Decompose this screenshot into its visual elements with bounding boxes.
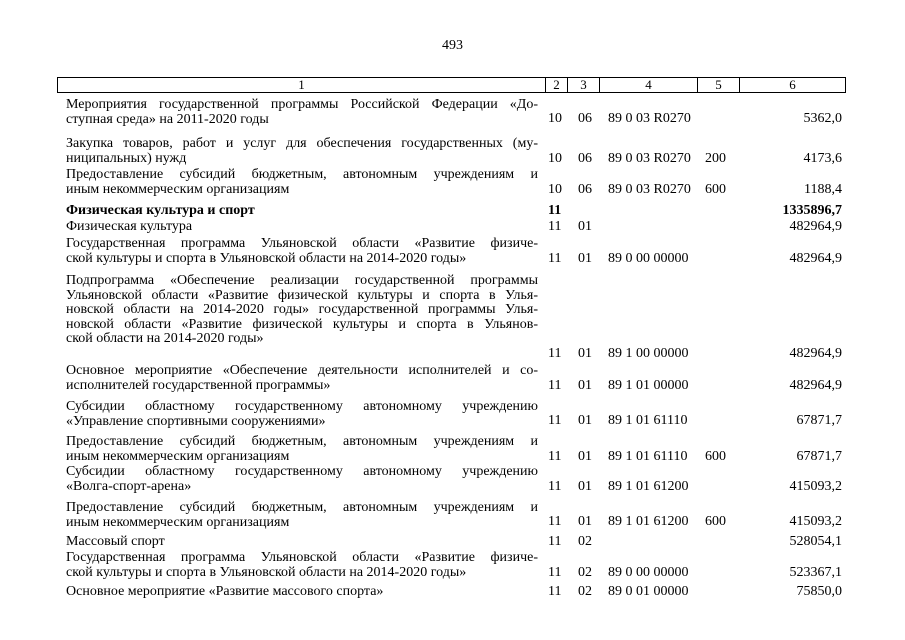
target-article-code: 89 0 00 00000 [608, 565, 689, 580]
target-article-code: 89 0 00 00000 [608, 251, 689, 266]
header-col-2: 2 [546, 77, 568, 93]
description-line: Государственная программа Ульяновской области «Развитие физиче- [66, 236, 538, 251]
row-description [66, 435, 538, 464]
amount: 482964,9 [789, 219, 842, 234]
subsection-code: 06 [578, 182, 592, 197]
description-line: Субсидии областному государственному автономному учреждению [66, 464, 538, 479]
row-description [66, 204, 538, 219]
subsection-code: 01 [578, 378, 592, 393]
target-article-code: 89 0 03 R0270 [608, 151, 691, 166]
subsection-code: 01 [578, 219, 592, 234]
target-article-code: 89 1 01 61200 [608, 479, 689, 494]
section-code: 11 [548, 346, 562, 361]
subsection-code: 01 [578, 449, 592, 464]
description-line: ниципальных) нужд [66, 150, 187, 166]
page-number: 493 [442, 38, 463, 53]
subsection-code: 02 [578, 534, 592, 549]
section-code: 11 [548, 219, 562, 234]
amount: 1335896,7 [782, 203, 842, 218]
description-line: Основное мероприятие «Обеспечение деятельности исполнителей и со- [66, 363, 538, 378]
header-col-1: 1 [57, 77, 546, 93]
expense-type-code: 600 [705, 449, 726, 464]
header-col-5: 5 [698, 77, 740, 93]
description-line: иным некоммерческим организациям [66, 448, 290, 464]
row-description [66, 585, 538, 600]
expense-type-code: 600 [705, 514, 726, 529]
section-code: 10 [548, 111, 562, 126]
description-line: «Волга-спорт-арена» [66, 478, 192, 494]
row-description [66, 237, 538, 266]
subsection-code: 01 [578, 251, 592, 266]
amount: 75850,0 [796, 584, 842, 599]
description-line: ской культуры и спорта в Ульяновской области на 2014-2020 годы» [66, 564, 467, 580]
target-article-code: 89 1 01 00000 [608, 378, 689, 393]
amount: 4173,6 [803, 151, 842, 166]
row-description [66, 274, 538, 347]
amount: 415093,2 [789, 479, 842, 494]
description-line: ступная среда» на 2011-2020 годы [66, 111, 269, 127]
amount: 415093,2 [789, 514, 842, 529]
row-description [66, 137, 538, 166]
amount: 67871,7 [796, 413, 842, 428]
description-line: Субсидии областному государственному автономному учреждению [66, 399, 538, 414]
subsection-code: 01 [578, 514, 592, 529]
expense-type-code: 600 [705, 182, 726, 197]
section-code: 11 [548, 534, 562, 549]
description-line: Предоставление субсидий бюджетным, автономным учреждениям и [66, 167, 538, 182]
row-description [66, 364, 538, 393]
description-line: ской области на 2014-2020 годы» [66, 331, 264, 346]
row-description [66, 98, 538, 127]
description-line: Массовый спорт [66, 534, 165, 549]
section-code: 11 [548, 584, 562, 599]
amount: 67871,7 [796, 449, 842, 464]
target-article-code: 89 1 01 61110 [608, 413, 688, 428]
subsection-code: 02 [578, 584, 592, 599]
amount: 5362,0 [803, 111, 842, 126]
row-description [66, 220, 538, 235]
subsection-code: 01 [578, 479, 592, 494]
section-code: 11 [548, 378, 562, 393]
description-line: Государственная программа Ульяновской области «Развитие физиче- [66, 550, 538, 565]
description-line: новской области «Развитие физической культуры и спорта в Ульянов- [66, 316, 538, 332]
header-col-4: 4 [600, 77, 698, 93]
section-code: 11 [548, 203, 562, 218]
description-line: новской области на 2014-2020 годы» государственной программы Улья- [66, 302, 538, 317]
amount: 523367,1 [789, 565, 842, 580]
target-article-code: 89 0 03 R0270 [608, 182, 691, 197]
subsection-code: 06 [578, 111, 592, 126]
section-code: 11 [548, 565, 562, 580]
target-article-code: 89 1 01 61200 [608, 514, 689, 529]
target-article-code: 89 1 00 00000 [608, 346, 689, 361]
header-col-3: 3 [568, 77, 600, 93]
description-line: иным некоммерческим организациям [66, 514, 290, 530]
subsection-code: 06 [578, 151, 592, 166]
row-description [66, 400, 538, 429]
description-line: исполнителей государственной программы» [66, 377, 331, 393]
description-line: Физическая культура и спорт [66, 203, 255, 218]
row-description [66, 465, 538, 494]
amount: 482964,9 [789, 346, 842, 361]
amount: 528054,1 [789, 534, 842, 549]
section-code: 11 [548, 413, 562, 428]
header-col-6: 6 [740, 77, 846, 93]
description-line: Основное мероприятие «Развитие массового спорта» [66, 584, 384, 599]
row-description [66, 551, 538, 580]
amount: 482964,9 [789, 378, 842, 393]
subsection-code: 01 [578, 413, 592, 428]
row-description [66, 501, 538, 530]
row-description [66, 535, 538, 550]
description-line: ской культуры и спорта в Ульяновской области на 2014-2020 годы» [66, 250, 467, 266]
description-line: иным некоммерческим организациям [66, 181, 290, 197]
amount: 482964,9 [789, 251, 842, 266]
amount: 1188,4 [804, 182, 842, 197]
section-code: 11 [548, 479, 562, 494]
subsection-code: 01 [578, 346, 592, 361]
description-line: «Управление спортивными сооружениями» [66, 413, 326, 429]
description-line: Мероприятия государственной программы Российской Федерации «До- [66, 97, 538, 112]
description-line: Физическая культура [66, 219, 193, 234]
description-line: Ульяновской области «Развитие физической культуры и спорта в Улья- [66, 287, 538, 303]
section-code: 10 [548, 182, 562, 197]
description-line: Закупка товаров, работ и услуг для обеспечения государственных (му- [66, 136, 538, 151]
row-description [66, 168, 538, 197]
description-line: Предоставление субсидий бюджетным, автономным учреждениям и [66, 434, 538, 449]
description-line: Предоставление субсидий бюджетным, автономным учреждениям и [66, 500, 538, 515]
section-code: 11 [548, 514, 562, 529]
section-code: 11 [548, 251, 562, 266]
description-line: Подпрограмма «Обеспечение реализации государственной программы [66, 273, 538, 288]
target-article-code: 89 1 01 61110 [608, 449, 688, 464]
expense-type-code: 200 [705, 151, 726, 166]
subsection-code: 02 [578, 565, 592, 580]
section-code: 10 [548, 151, 562, 166]
target-article-code: 89 0 01 00000 [608, 584, 689, 599]
section-code: 11 [548, 449, 562, 464]
target-article-code: 89 0 03 R0270 [608, 111, 691, 126]
